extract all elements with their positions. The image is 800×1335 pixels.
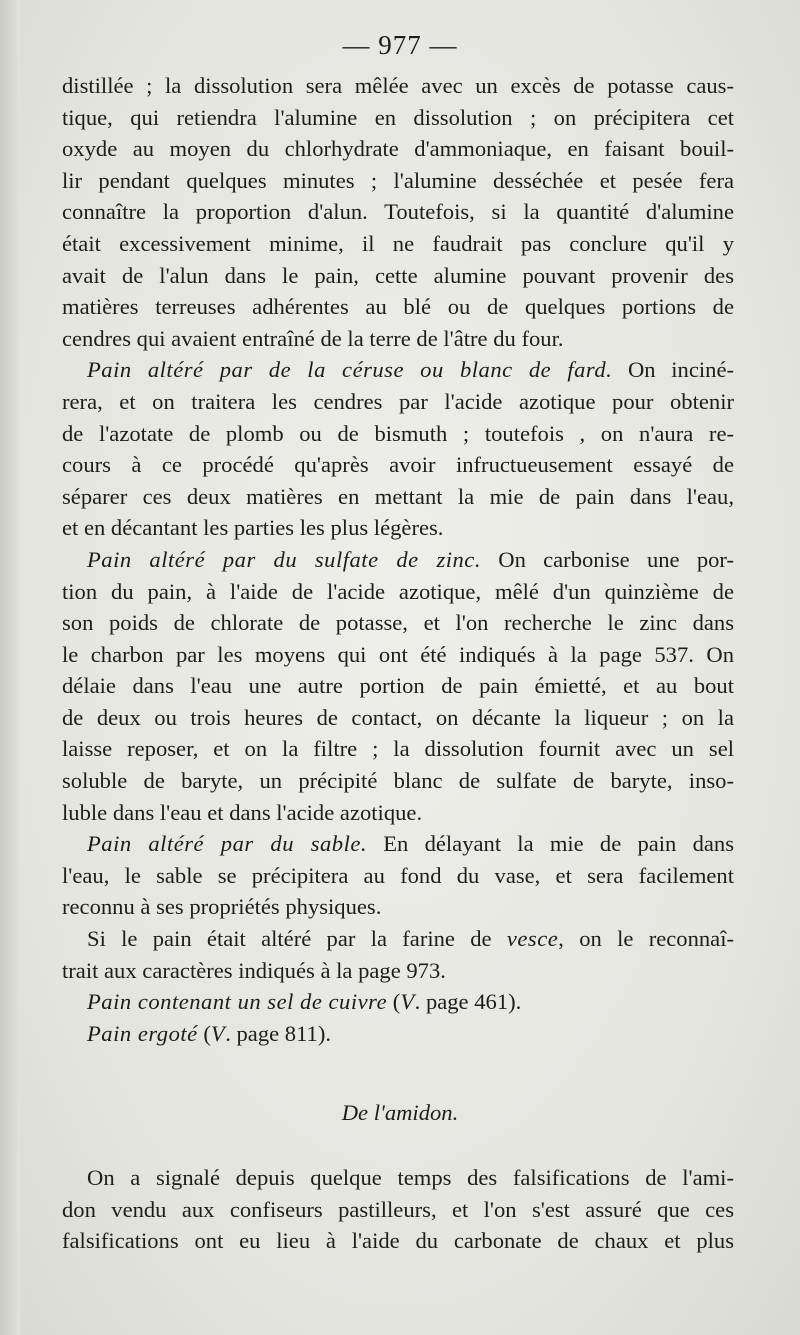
section-heading: De l'amidon. (341, 1100, 459, 1125)
text-segment: de l'azotate de plomb ou de bismuth ; toutefois , on n'aura re- (62, 420, 734, 446)
text-segment: tique, qui retiendra l'alumine en dissolution ; on précipitera cet (62, 104, 734, 130)
text-line (62, 860, 734, 892)
text-segment: l'eau, le sable se précipitera au fond du vase, et sera facilement (62, 862, 734, 888)
text-segment: ( (387, 989, 401, 1015)
italic-text: Pain ergoté (87, 1020, 198, 1046)
text-segment: lir pendant quelques minutes ; l'alumine desséchée et pesée fera (62, 167, 734, 193)
text-segment: de deux ou trois heures de contact, on décante la liqueur ; on la (62, 704, 734, 730)
text-line (62, 291, 734, 323)
text-line (62, 733, 734, 765)
text-segment: cours à ce procédé qu'après avoir infructueusement essayé de (62, 452, 734, 478)
text-segment: On a signalé depuis quelque temps des falsifications de l'ami- (87, 1165, 734, 1190)
text-line (62, 923, 734, 955)
text-segment: le charbon par les moyens qui ont été indiqués à la page 537. On (62, 641, 734, 667)
text-segment: oxyde au moyen du chlorhydrate d'ammoniaque, en faisant bouil- (62, 136, 734, 162)
text-line (62, 354, 734, 386)
text-segment: rera, et on traitera les cendres par l'acide azotique pour obtenir (62, 388, 734, 414)
text-segment: séparer ces deux matières en mettant la mie de pain dans l'eau, (62, 483, 734, 509)
italic-text: Pain contenant un sel de cuivre (87, 989, 388, 1015)
text-line (62, 418, 734, 450)
body-text-continuation (62, 1162, 734, 1257)
text-segment: luble dans l'eau et dans l'acide azotique. (62, 799, 423, 825)
text-line (62, 260, 734, 292)
text-line (62, 323, 734, 355)
text-segment: don vendu aux confiseurs pastilleurs, et l'on s'est assuré que ces (62, 1196, 734, 1222)
text-segment: matières terreuses adhérentes au blé ou de quelques portions de (62, 294, 734, 320)
page-number: — 977 — (342, 30, 458, 60)
text-segment: On inciné- (612, 357, 734, 383)
text-segment: falsifications ont eu lieu à l'aide du carbonate de chaux et plus (62, 1228, 734, 1254)
text-line (62, 1162, 734, 1194)
text-line (62, 70, 734, 102)
text-segment: reconnu à ses propriétés physiques. (62, 894, 382, 920)
text-line (62, 670, 734, 702)
text-segment: son poids de chlorate de potasse, et l'on recherche le zinc dans (62, 610, 734, 636)
text-line (62, 797, 734, 829)
text-segment: soluble de baryte, un précipité blanc de sulfate de baryte, inso- (62, 768, 734, 794)
text-line (62, 165, 734, 197)
text-line (62, 386, 734, 418)
text-segment: En délayant la mie de pain dans (367, 831, 734, 857)
text-line (62, 102, 734, 134)
text-segment: était excessivement minime, il ne faudrait pas conclure qu'il y (62, 230, 734, 256)
text-segment: cendres qui avaient entraîné de la terre de l'âtre du four. (62, 325, 564, 351)
text-line (62, 828, 734, 860)
text-segment: délaie dans l'eau une autre portion de pain émietté, et au bout (62, 673, 734, 699)
text-segment: laisse reposer, et on la filtre ; la dissolution fournit avec un sel (62, 736, 734, 762)
text-segment: connaître la proportion d'alun. Toutefois, si la quantité d'alumine (62, 199, 734, 225)
text-segment: On carbonise une por- (481, 546, 735, 572)
text-segment: ( (197, 1020, 211, 1046)
text-line (62, 1225, 734, 1257)
text-line (62, 196, 734, 228)
text-line (62, 1194, 734, 1226)
page-edge-shadow (0, 0, 20, 1335)
text-segment: , on le reconnaî- (558, 926, 735, 952)
text-line (62, 512, 734, 544)
text-line (62, 765, 734, 797)
text-line (62, 702, 734, 734)
italic-text: V (210, 1020, 226, 1046)
text-line (62, 607, 734, 639)
text-line (62, 891, 734, 923)
text-segment: distillée ; la dissolution sera mêlée avec un excès de potasse caus- (62, 73, 734, 98)
italic-text: vesce (506, 926, 559, 952)
text-segment: avait de l'alun dans le pain, cette alumine pouvant provenir des (62, 262, 734, 288)
text-line (62, 449, 734, 481)
text-line (62, 955, 734, 987)
italic-text: Pain altéré par du sable. (87, 831, 368, 857)
text-segment: . page 811). (225, 1020, 332, 1046)
text-segment: et en décantant les parties les plus légères. (62, 515, 444, 541)
text-segment: trait aux caractères indiqués à la page 973. (62, 957, 446, 983)
italic-text: V (400, 989, 415, 1015)
text-line (62, 639, 734, 671)
text-line (62, 986, 734, 1018)
text-line (62, 228, 734, 260)
text-line (62, 133, 734, 165)
text-segment: . page 461). (414, 989, 522, 1015)
text-line (62, 576, 734, 608)
text-line (62, 481, 734, 513)
text-line (62, 544, 734, 576)
italic-text: Pain altéré par du sulfate de zinc. (87, 546, 481, 572)
text-line (62, 1018, 734, 1050)
italic-text: Pain altéré par de la céruse ou blanc de fard. (87, 357, 613, 383)
body-text-main (62, 70, 734, 1049)
text-segment: Si le pain était altéré par la farine de (87, 926, 507, 952)
text-segment: tion du pain, à l'aide de l'acide azotique, mêlé d'un quinzième de (62, 578, 734, 604)
